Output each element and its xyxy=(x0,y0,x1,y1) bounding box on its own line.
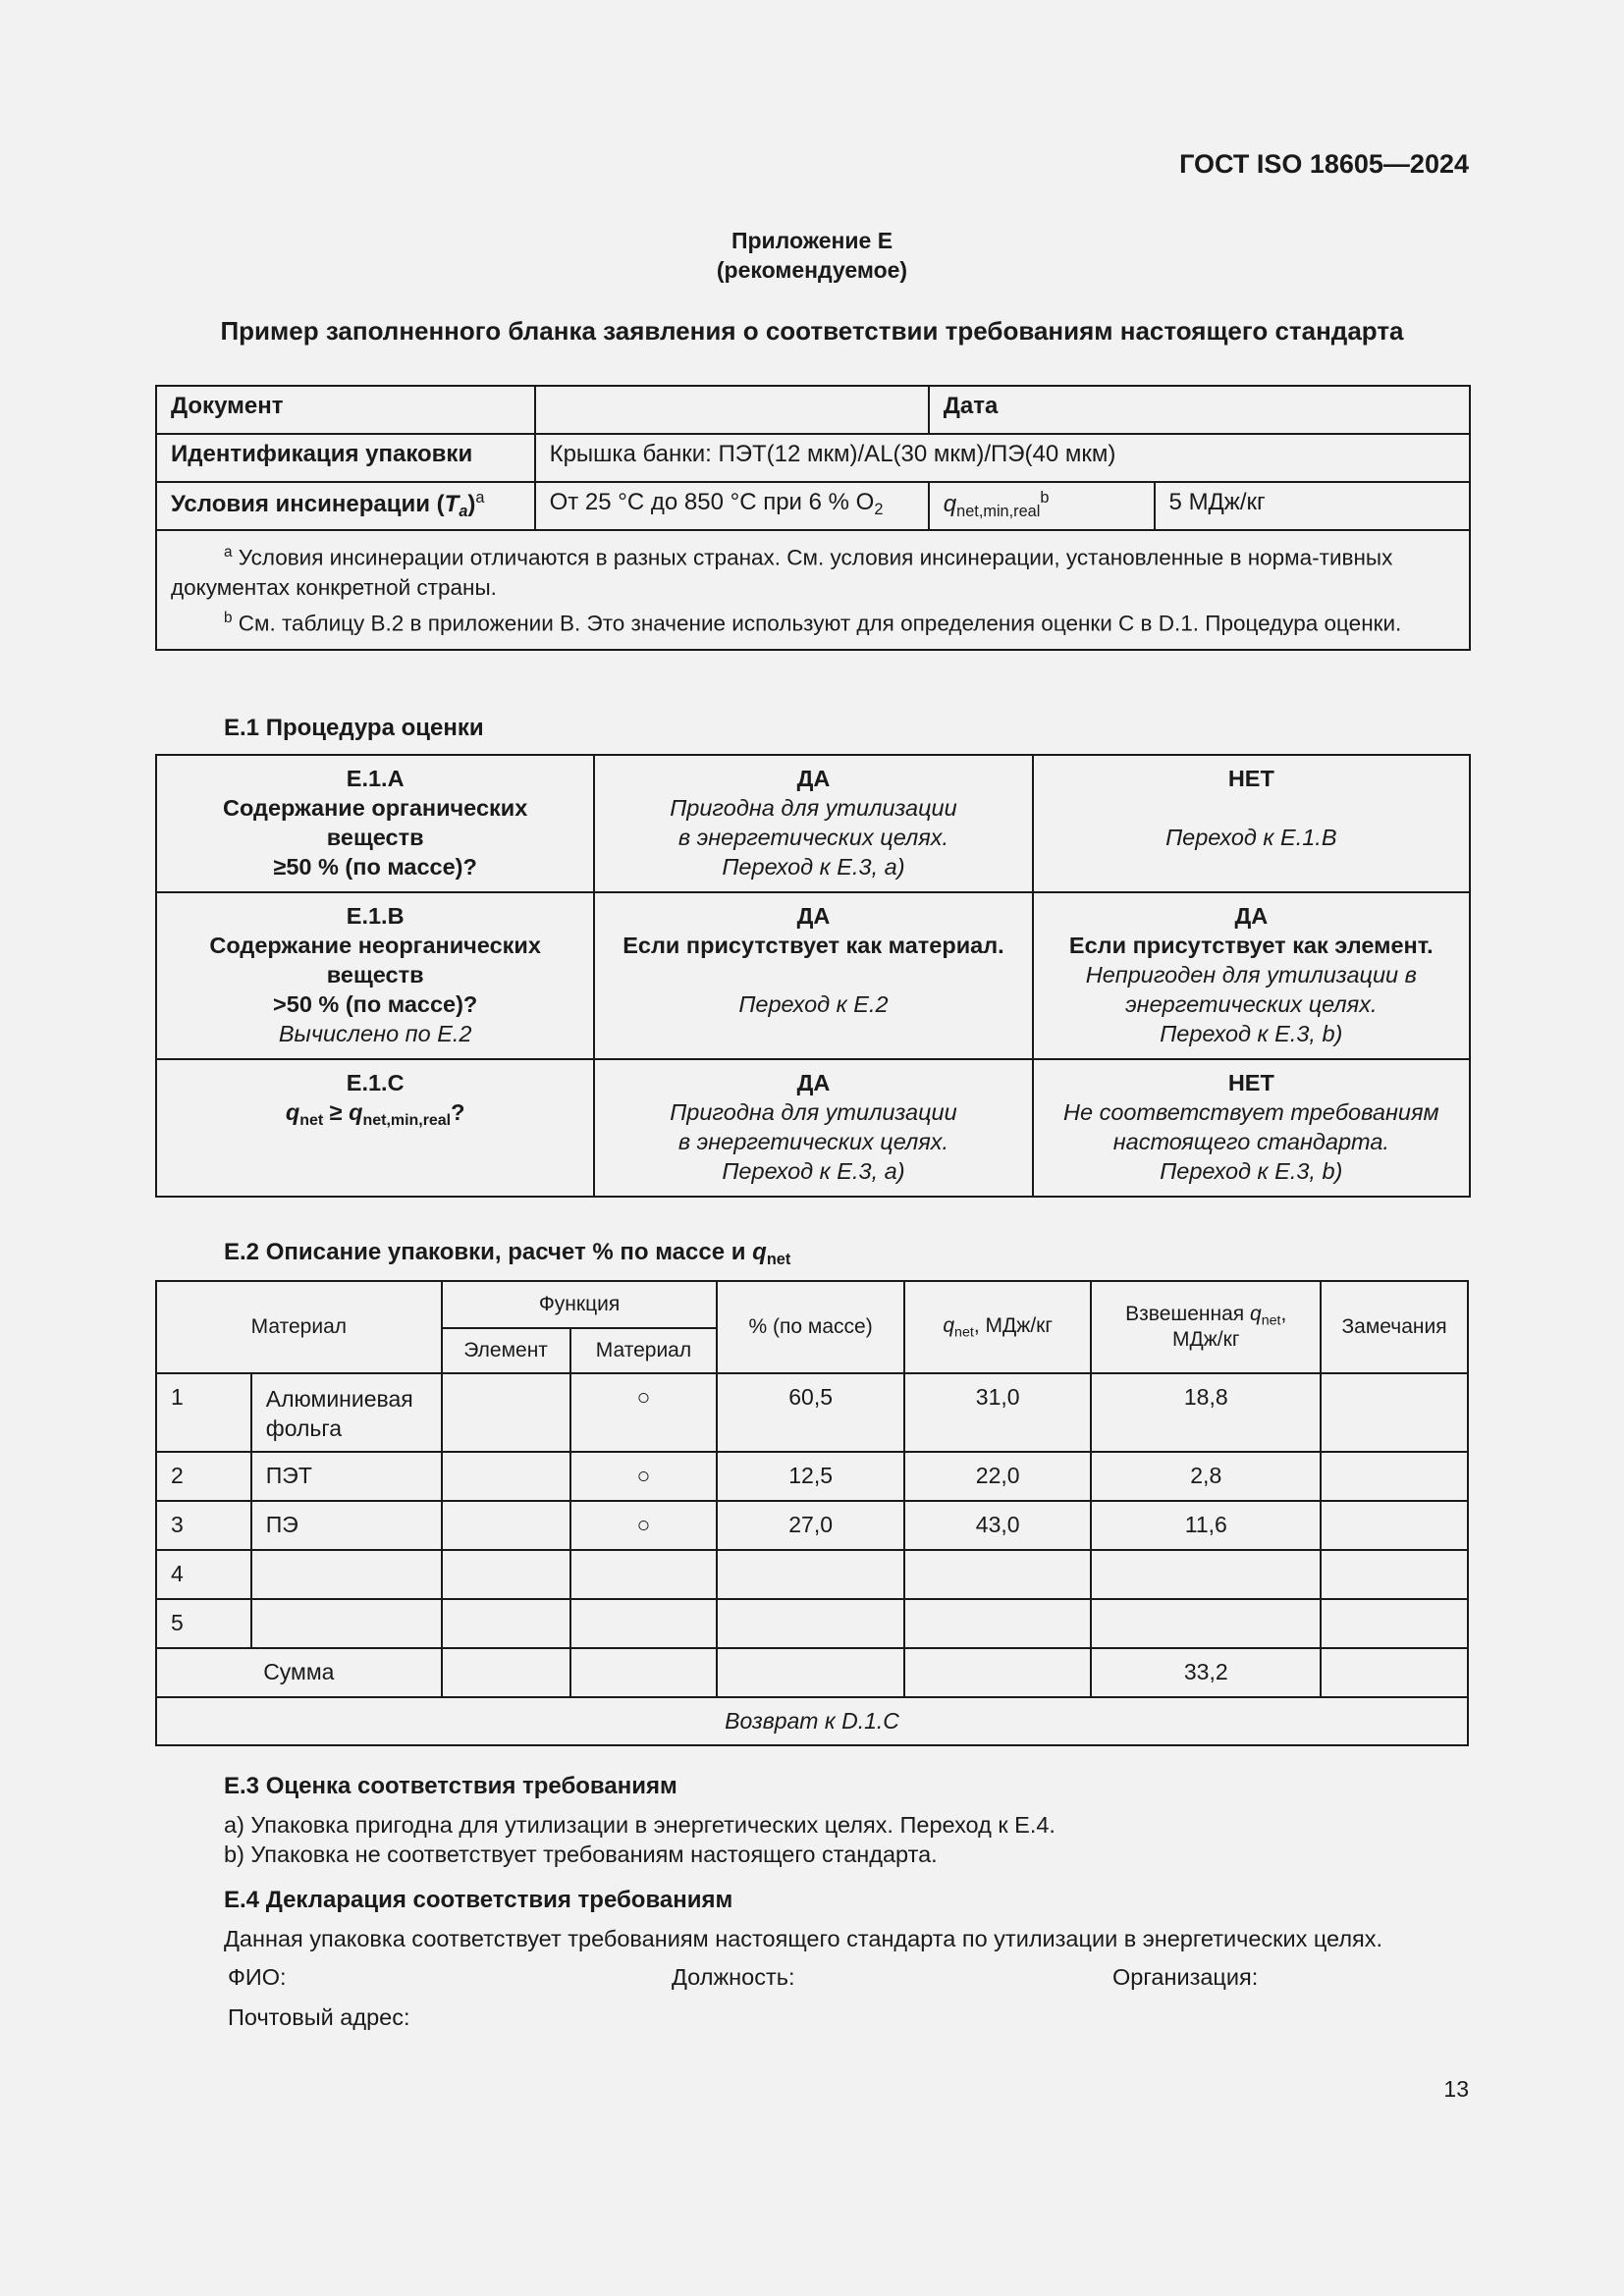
element-cell xyxy=(442,1501,570,1550)
material-name: Алюминиевая фольга xyxy=(251,1373,442,1452)
qnet-value xyxy=(904,1599,1092,1648)
material-name xyxy=(251,1550,442,1599)
postal-address-label: Почтовый адрес: xyxy=(228,2004,410,2030)
col-header-function: Функция xyxy=(442,1281,718,1328)
weighted-qnet-value xyxy=(1091,1599,1321,1648)
weighted-qnet-value: 18,8 xyxy=(1091,1373,1321,1452)
evaluation-procedure-table xyxy=(155,754,1471,1198)
incineration-label: Условия инсинерации $(T_a)^a$ xyxy=(156,482,535,530)
document-number: ГОСТ ISO 18605—2024 xyxy=(1179,149,1469,179)
col-header-material: Материал xyxy=(156,1281,442,1373)
page-title: Пример заполненного бланка заявления о соответствии требованиям настоящего стандарта xyxy=(220,316,1404,346)
return-instruction: Возврат к D.1.С xyxy=(156,1697,1468,1745)
qnet-value: 22,0 xyxy=(904,1452,1092,1501)
annex-heading xyxy=(0,226,1624,285)
weighted-qnet-value xyxy=(1091,1550,1321,1599)
col-header-mass: % (по массе) xyxy=(717,1281,904,1373)
table-row xyxy=(156,1452,1468,1501)
row-number: 5 xyxy=(156,1599,251,1648)
remarks-cell xyxy=(1321,1501,1468,1550)
document-label: Документ xyxy=(156,386,535,434)
annex-title: Приложение Е xyxy=(731,228,893,253)
package-id-label: Идентификация упаковки xyxy=(156,434,535,482)
material-name: ПЭ xyxy=(251,1501,442,1550)
answer-yes-e1a: ДА Пригодна для утилизации в энергетических целях. Переход к Е.3, а) xyxy=(594,755,1032,892)
element-cell xyxy=(442,1599,570,1648)
row-number: 4 xyxy=(156,1550,251,1599)
answer-no-e1a: НЕТ Переход к Е.1.В xyxy=(1033,755,1470,892)
col-header-qnet: $q_{net}$, МДж/кг xyxy=(904,1281,1092,1373)
section-e4-heading: Е.4 Декларация соответствия требованиям xyxy=(224,1887,733,1913)
element-cell xyxy=(442,1373,570,1452)
row-e1a xyxy=(156,755,1470,892)
document-value xyxy=(535,386,929,434)
qnet-value xyxy=(904,1550,1092,1599)
organization-label: Организация: xyxy=(1112,1964,1259,1990)
answer-no-e1b: ДА Если присутствует как элемент. Непригоден для утилизации в энергетических целях. Переход к Е.3, b) xyxy=(1033,892,1470,1059)
col-header-weighted-qnet: Взвешенная $q_{net}$, МДж/кг xyxy=(1091,1281,1321,1373)
element-cell xyxy=(442,1550,570,1599)
element-cell xyxy=(442,1452,570,1501)
footnotes xyxy=(156,530,1470,650)
material-name xyxy=(251,1599,442,1648)
date-label: Дата xyxy=(929,386,1470,434)
section-e3-heading: Е.3 Оценка соответствия требованиям xyxy=(224,1773,677,1799)
sum-row xyxy=(156,1648,1468,1697)
section-e2-heading: Е.2 Описание упаковки, расчет % по массе и $q_{net}$ xyxy=(224,1239,791,1268)
incineration-value: От 25 °С до 850 °С при 6 % $O_2$ xyxy=(535,482,929,530)
qnet-value: 43,0 xyxy=(904,1501,1092,1550)
e3-item-a: а) Упаковка пригодна для утилизации в энергетических целях. Переход к Е.4. xyxy=(224,1812,1056,1838)
q-net-min-real-value: 5 МДж/кг xyxy=(1155,482,1470,530)
col-header-element: Элемент xyxy=(442,1328,570,1373)
table-row xyxy=(156,1599,1468,1648)
e3-item-b: b) Упаковка не соответствует требованиям настоящего стандарта. xyxy=(224,1842,938,1867)
sum-remarks xyxy=(1321,1648,1468,1697)
mass-percent: 12,5 xyxy=(717,1452,904,1501)
mass-percent: 27,0 xyxy=(717,1501,904,1550)
material-mark xyxy=(570,1550,718,1599)
question-e1b: Е.1.В Содержание неорганических веществ >50 % (по массе)? Вычислено по Е.2 xyxy=(156,892,594,1059)
question-e1a: Е.1.А Содержание органических веществ ≥50 % (по массе)? xyxy=(156,755,594,892)
sum-element xyxy=(442,1648,570,1697)
row-number: 1 xyxy=(156,1373,251,1452)
fio-label: ФИО: xyxy=(228,1964,287,1990)
e4-declaration-text: Данная упаковка соответствует требованиям настоящего стандарта по утилизации в энергетических целях. xyxy=(224,1926,1383,1951)
footnote-b: $^b$ См. таблицу В.2 в приложении В. Это значение используют для определения оценки С в D.1. Процедура оценки. xyxy=(224,610,1402,636)
table-row xyxy=(156,1550,1468,1599)
material-mark: ○ xyxy=(570,1452,718,1501)
remarks-cell xyxy=(1321,1599,1468,1648)
mass-percent xyxy=(717,1550,904,1599)
material-name: ПЭТ xyxy=(251,1452,442,1501)
annex-status: (рекомендуемое) xyxy=(716,257,908,283)
col-header-material-function: Материал xyxy=(570,1328,718,1373)
footnote-a: $^a$ Условия инсинерации отличаются в разных странах. См. условия инсинерации, установленные в норма-тивных документах конкретной страны. xyxy=(171,544,1393,601)
position-label: Должность: xyxy=(672,1964,795,1990)
package-id-value: Крышка банки: ПЭТ(12 мкм)/AL(30 мкм)/ПЭ(40 мкм) xyxy=(535,434,1470,482)
section-e1-heading: Е.1 Процедура оценки xyxy=(224,715,484,741)
material-mark xyxy=(570,1599,718,1648)
table-row xyxy=(156,1373,1468,1452)
row-e1c xyxy=(156,1059,1470,1197)
sum-mass xyxy=(717,1648,904,1697)
sum-qnet xyxy=(904,1648,1092,1697)
packaging-description-table xyxy=(155,1280,1469,1746)
col-header-remarks: Замечания xyxy=(1321,1281,1468,1373)
remarks-cell xyxy=(1321,1550,1468,1599)
sum-material xyxy=(570,1648,718,1697)
sum-weighted-qnet: 33,2 xyxy=(1091,1648,1321,1697)
weighted-qnet-value: 2,8 xyxy=(1091,1452,1321,1501)
answer-no-e1c: НЕТ Не соответствует требованиям настоящего стандарта. Переход к Е.3, b) xyxy=(1033,1059,1470,1197)
sum-label: Сумма xyxy=(156,1648,442,1697)
page-number: 13 xyxy=(1443,2076,1469,2102)
mass-percent: 60,5 xyxy=(717,1373,904,1452)
q-net-min-real-label: $q_{net,min,real}^b$ xyxy=(929,482,1155,530)
material-mark: ○ xyxy=(570,1501,718,1550)
answer-yes-e1c: ДА Пригодна для утилизации в энергетических целях. Переход к Е.3, а) xyxy=(594,1059,1032,1197)
weighted-qnet-value: 11,6 xyxy=(1091,1501,1321,1550)
mass-percent xyxy=(717,1599,904,1648)
row-e1b xyxy=(156,892,1470,1059)
remarks-cell xyxy=(1321,1373,1468,1452)
qnet-value: 31,0 xyxy=(904,1373,1092,1452)
remarks-cell xyxy=(1321,1452,1468,1501)
table-row xyxy=(156,1501,1468,1550)
material-mark: ○ xyxy=(570,1373,718,1452)
row-number: 2 xyxy=(156,1452,251,1501)
row-number: 3 xyxy=(156,1501,251,1550)
info-table xyxy=(155,385,1471,651)
question-e1c: Е.1.С $q_{net} \ge q_{net,min,real}$? xyxy=(156,1059,594,1197)
answer-yes-e1b: ДА Если присутствует как материал. Переход к Е.2 xyxy=(594,892,1032,1059)
